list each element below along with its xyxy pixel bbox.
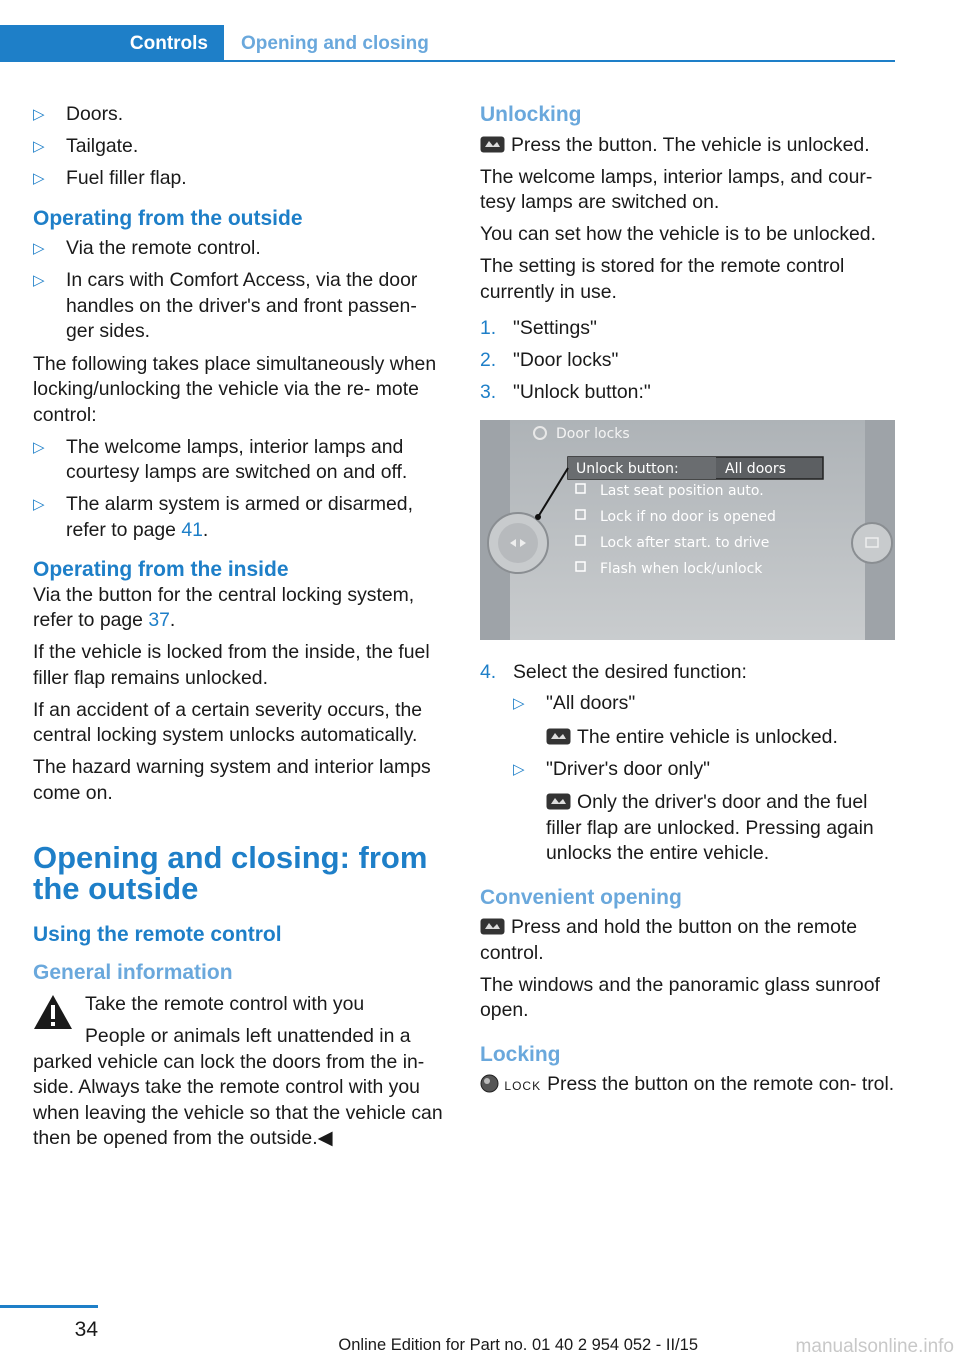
list-item: 1. "Settings" bbox=[480, 317, 597, 339]
bullet-list-outside bbox=[33, 236, 443, 345]
heading-outside: Operating from the outside bbox=[33, 206, 303, 230]
lock-label: LOCK bbox=[504, 1079, 542, 1093]
screen-option: Flash when lock/unlock bbox=[600, 560, 763, 577]
triangle-bullet-icon: ▷ bbox=[33, 138, 45, 155]
screen-field-label: Unlock button: bbox=[576, 460, 679, 477]
paragraph: If an accident of a certain severity occurs, the central locking system unlocks automatically. bbox=[33, 698, 423, 746]
list-item: ▷ Doors. bbox=[33, 102, 443, 128]
paragraph: Press and hold the button on the remote control. bbox=[480, 916, 858, 964]
list-item: ▷ Tailgate. bbox=[33, 134, 443, 160]
list-item: ▷ "Driver's door only" Only the driver's door and the fuel filler flap are unlocked. Pressing again unlocks the entire vehicle. bbox=[513, 757, 896, 867]
list-item: 4. Select the desired function: ▷ "All doors" The entire vehicle is unlocked. ▷ "Driver's door only" Only the driver's door and the fuel filler flap are unlocked. Pressing again unlocks the entire vehicle. bbox=[480, 660, 896, 867]
paragraph: LOCK Press the button on the remote con‐ trol. bbox=[480, 1072, 896, 1100]
paragraph: The following takes place simultaneously when locking/unlocking the vehicle via the re‐ mote control: bbox=[33, 352, 437, 426]
screen-option: Lock after start. to drive bbox=[600, 534, 770, 551]
sub-para: The entire vehicle is unlocked. bbox=[546, 725, 896, 751]
triangle-bullet-icon: ▷ bbox=[33, 106, 45, 123]
heading-general: General information bbox=[33, 960, 233, 984]
remote-unlock-button-icon bbox=[480, 918, 505, 935]
steps-list-continued bbox=[480, 660, 896, 867]
heading-unlocking: Unlocking bbox=[480, 103, 582, 126]
steps-list bbox=[480, 316, 896, 406]
heading-inside: Operating from the inside bbox=[33, 558, 289, 581]
screen-field-value: All doors bbox=[725, 460, 786, 477]
triangle-bullet-icon: ▷ bbox=[33, 240, 45, 257]
left-column bbox=[33, 102, 443, 1158]
page-link-37[interactable]: 37 bbox=[148, 609, 170, 631]
triangle-bullet-icon: ▷ bbox=[513, 760, 525, 778]
paragraph: Press the button. The vehicle is unlocked. bbox=[480, 133, 896, 159]
list-item: ▷ Via the remote control. bbox=[33, 236, 443, 262]
bullet-list-simultaneous bbox=[33, 435, 443, 544]
heading-locking: Locking bbox=[480, 1042, 561, 1066]
page-link-41[interactable]: 41 bbox=[181, 518, 203, 541]
footer-rule bbox=[0, 1305, 98, 1308]
sub-bullet-list bbox=[513, 691, 896, 867]
paragraph: The windows and the panoramic glass sunroof open. bbox=[480, 973, 880, 1021]
header-rule bbox=[0, 60, 895, 62]
warning-title: Take the remote control with you bbox=[85, 993, 365, 1015]
edition-note: Online Edition for Part no. 01 40 2 954 052 - II/15 bbox=[338, 1336, 698, 1354]
triangle-bullet-icon: ▷ bbox=[33, 496, 45, 513]
list-item: ▷ The alarm system is armed or disarmed, refer to page 41. bbox=[33, 493, 413, 541]
list-item: ▷ In cars with Comfort Access, via the door handles on the driver's and front passen‐ ger sides. bbox=[33, 269, 418, 342]
warning-text: People or animals left unattended in a parked vehicle can lock the doors from the in‐ side. Always take the remote control with you when leaving the vehicle so that the vehicle can then be opened from the outside.◀ bbox=[33, 1025, 443, 1149]
section-tab: Opening and closing bbox=[241, 32, 429, 54]
list-item: 2. "Door locks" bbox=[480, 349, 619, 371]
paragraph: The welcome lamps, interior lamps, and cour‐ tesy lamps are switched on. bbox=[480, 165, 873, 213]
page-number: 34 bbox=[74, 1318, 98, 1341]
paragraph: You can set how the vehicle is to be unlocked. bbox=[480, 223, 876, 245]
triangle-bullet-icon: ▷ bbox=[513, 695, 525, 712]
warning-triangle-icon bbox=[33, 994, 73, 1030]
screen-title: Door locks bbox=[556, 425, 630, 442]
remote-unlock-button-icon bbox=[480, 136, 505, 153]
lock-button-icon bbox=[480, 1074, 499, 1093]
warning-box bbox=[33, 992, 443, 1018]
remote-unlock-button-icon bbox=[546, 728, 571, 745]
screen-option: Last seat position auto. bbox=[600, 482, 764, 499]
bullet-list-top bbox=[33, 102, 443, 192]
list-item: ▷ "All doors" The entire vehicle is unlocked. bbox=[513, 691, 896, 750]
paragraph: Via the button for the central locking system, refer to page 37. bbox=[33, 583, 415, 631]
watermark: manualsonline.info bbox=[795, 1336, 954, 1357]
heading-convenient-opening: Convenient opening bbox=[480, 885, 682, 909]
remote-unlock-button-icon bbox=[546, 793, 571, 810]
list-item: ▷ Fuel filler flap. bbox=[33, 166, 443, 192]
heading-remote: Using the remote control bbox=[33, 923, 282, 946]
page-header bbox=[0, 25, 895, 62]
screen-option: Lock if no door is opened bbox=[600, 508, 776, 525]
paragraph: The hazard warning system and interior lamps come on. bbox=[33, 756, 431, 804]
triangle-bullet-icon: ▷ bbox=[33, 170, 45, 187]
idrive-screen-image bbox=[480, 420, 895, 640]
list-item: ▷ The welcome lamps, interior lamps and courtesy lamps are switched on and off. bbox=[33, 435, 408, 483]
triangle-bullet-icon: ▷ bbox=[33, 438, 45, 456]
chapter-tab: Controls bbox=[0, 25, 224, 62]
triangle-bullet-icon: ▷ bbox=[33, 272, 45, 289]
paragraph: If the vehicle is locked from the inside, the fuel filler flap remains unlocked. bbox=[33, 641, 430, 689]
paragraph: The setting is stored for the remote control currently in use. bbox=[480, 255, 845, 303]
right-column bbox=[480, 102, 896, 1106]
sub-para: Only the driver's door and the fuel filler flap are unlocked. Pressing again unlocks the entire vehicle. bbox=[546, 791, 874, 864]
list-item: 3. "Unlock button:" bbox=[480, 381, 651, 403]
main-heading: Opening and closing: from the outside bbox=[33, 840, 428, 906]
